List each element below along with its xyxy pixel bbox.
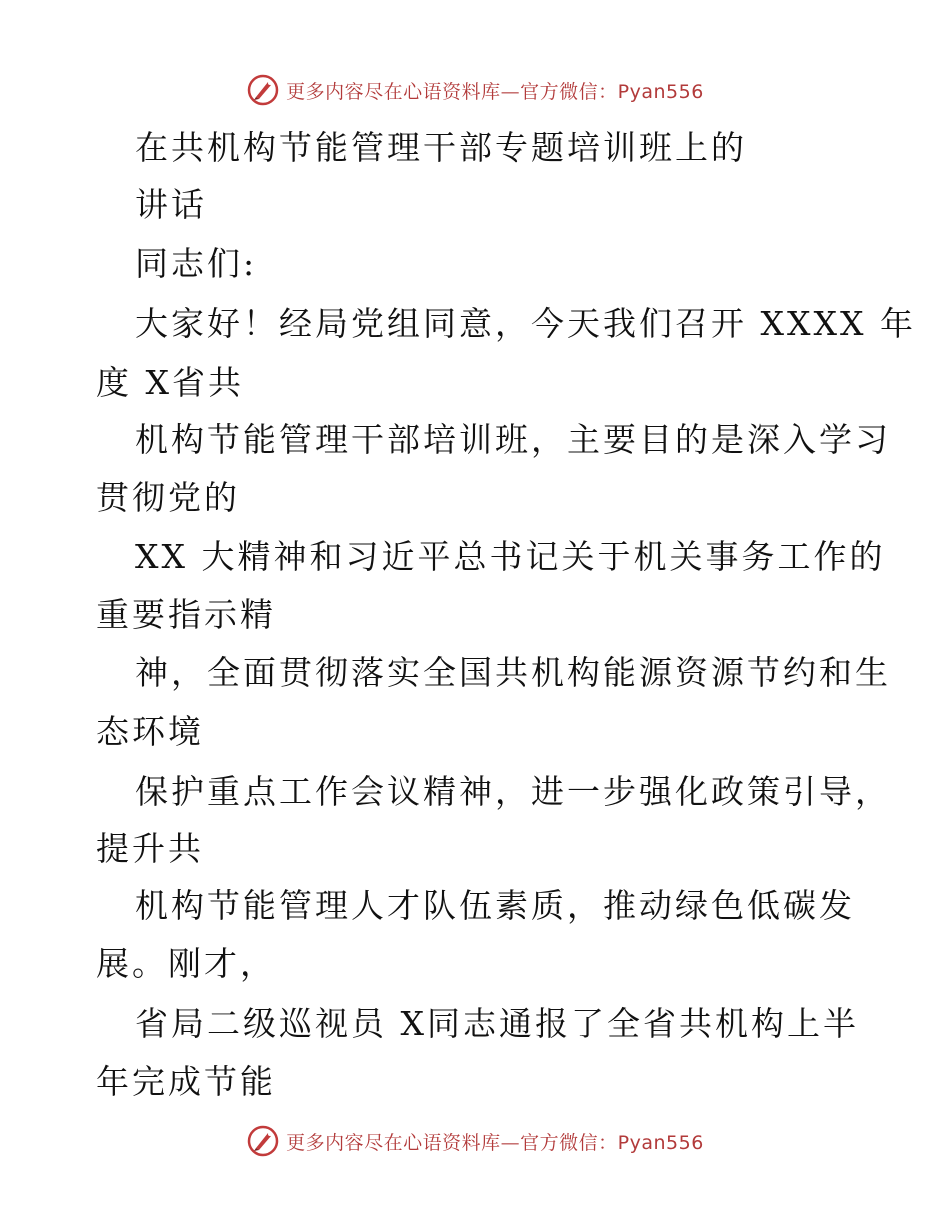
body-line: 贯彻党的 (96, 478, 240, 517)
body-line: 态环境 (96, 712, 204, 751)
quill-pen-logo-icon (246, 73, 280, 107)
body-line: 机构节能管理人才队伍素质，推动绿色低碳发 (135, 886, 855, 925)
body-line: 保护重点工作会议精神，进一步强化政策引导， (135, 772, 891, 811)
body-line: 提升共 (96, 829, 204, 868)
body-line: 大家好！经局党组同意，今天我们召开 XXXX 年 (135, 304, 916, 343)
header-watermark (0, 70, 950, 110)
title-line-1: 在共机构节能管理干部专题培训班上的 (135, 128, 747, 167)
salutation: 同志们: (135, 244, 258, 283)
footer-watermark (0, 1121, 950, 1161)
watermark-text: 更多内容尽在心语资料库—官方微信：Pyan556 (286, 1131, 704, 1154)
watermark-text: 更多内容尽在心语资料库—官方微信：Pyan556 (286, 80, 704, 103)
body-line: 重要指示精 (96, 595, 276, 634)
body-line: 度 X省共 (96, 363, 244, 402)
body-line: 年完成节能 (96, 1062, 276, 1101)
body-line: 展。刚才， (96, 944, 276, 983)
body-line: XX 大精神和习近平总书记关于机关事务工作的 (135, 537, 886, 576)
body-line: 省局二级巡视员 X同志通报了全省共机构上半 (135, 1004, 859, 1043)
title-line-2: 讲话 (135, 185, 207, 224)
body-line: 神，全面贯彻落实全国共机构能源资源节约和生 (135, 653, 891, 692)
body-line: 机构节能管理干部培训班，主要目的是深入学习 (135, 420, 891, 459)
quill-pen-logo-icon (246, 1124, 280, 1158)
